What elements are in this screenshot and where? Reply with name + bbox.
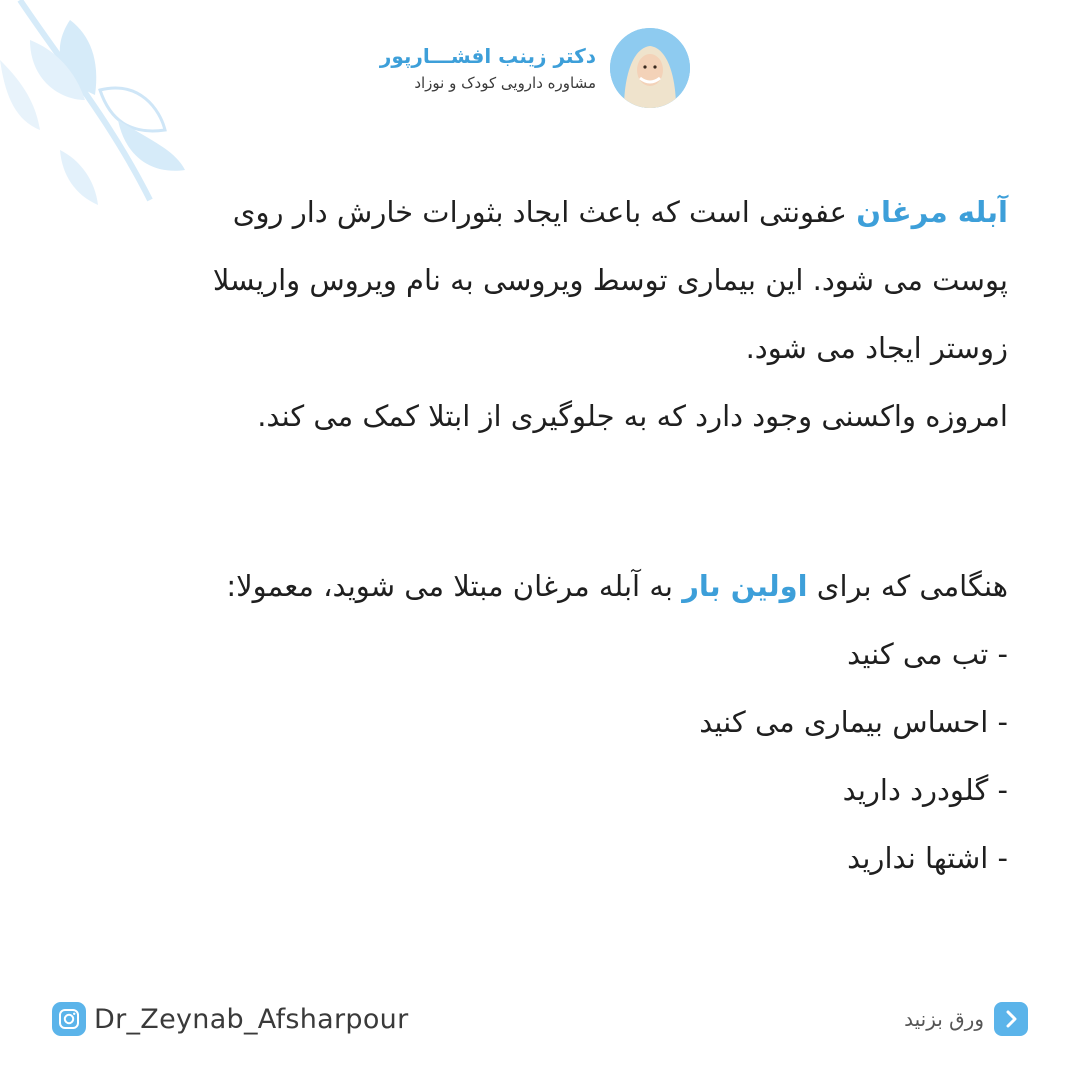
- symptoms-section: [72, 552, 1008, 892]
- symptom-item: - تب می کنید: [847, 637, 1008, 671]
- symptoms-intro-before: هنگامی که برای: [807, 569, 1008, 603]
- symptom-item: - اشتها ندارید: [847, 841, 1008, 875]
- swipe-label: ورق بزنید: [904, 1007, 984, 1031]
- chevron-right-icon[interactable]: [994, 1002, 1028, 1036]
- chickenpox-description: [72, 178, 1008, 450]
- swipe-next[interactable]: [904, 1002, 1028, 1036]
- description-line-3: زوستر ایجاد می شود.: [745, 331, 1008, 365]
- instagram-handle: Dr_Zeynab_Afsharpour: [94, 1003, 409, 1035]
- symptoms-intro: [72, 552, 1008, 620]
- symptom-item: - احساس بیماری می کنید: [699, 705, 1008, 739]
- symptoms-intro-after: به آبله مرغان مبتلا می شوید، معمولا:: [226, 569, 683, 603]
- description-line-2: پوست می شود. این بیماری توسط ویروسی به نام ویروس واریسلا: [212, 263, 1008, 297]
- highlight-first-time: اولین بار: [682, 569, 808, 603]
- description-line-4: امروزه واکسنی وجود دارد که به جلوگیری از ابتلا کمک می کند.: [257, 399, 1008, 433]
- instagram-link[interactable]: [52, 1002, 408, 1036]
- symptom-item: - گلودرد دارید: [842, 773, 1008, 807]
- doctor-role: مشاوره دارویی کودک و نوزاد: [414, 74, 596, 92]
- highlight-chickenpox: آبله مرغان: [856, 195, 1008, 229]
- avatar: [610, 28, 690, 108]
- instagram-icon: [52, 1002, 86, 1036]
- description-line-1-text: عفونتی است که باعث ایجاد بثورات خارش دار روی: [232, 195, 857, 229]
- author-header: [380, 28, 690, 108]
- description-line-1: [72, 178, 1008, 246]
- doctor-name: دکتر زینب افشـــارپور: [379, 44, 596, 68]
